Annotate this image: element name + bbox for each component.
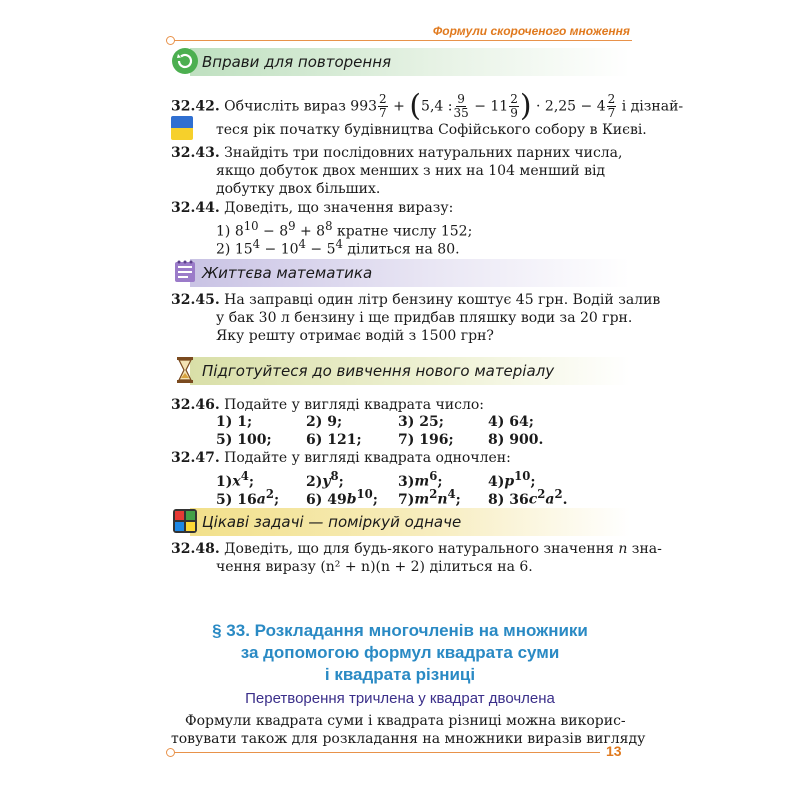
banner-review	[170, 48, 630, 76]
subheading: Перетворення тричлена у квадрат двочлена	[245, 690, 555, 707]
banner-life	[170, 259, 630, 287]
exercise-32-44: 32.44. Доведіть, що значення виразу:	[171, 200, 454, 216]
paragraph-line1: Формули квадрата суми і квадрата різниці можна викорис-	[185, 713, 626, 729]
exercise-32-44-item1: 1) $8^{10} - 8^9 + 8^8$ кратне числу 152;	[216, 219, 473, 240]
exercise-32-46: 32.46. Подайте у вигляді квадрата число:	[171, 397, 485, 413]
exercise-32-46-row1: 1) 1; 2) 9; 3) 25; 4) 64;	[216, 414, 534, 430]
exercise-32-47: 32.47. Подайте у вигляді квадрата одночлен:	[171, 450, 511, 466]
section-title-line3: і квадрата різниці	[324, 665, 476, 684]
banner-review-label: Вправи для повторення	[202, 53, 392, 71]
exercise-32-43-line3: добутку двох більших.	[216, 181, 381, 197]
header-rule	[170, 40, 632, 41]
exercise-32-45: 32.45. На заправці один літр бензину коштує 45 грн. Водій залив	[171, 292, 661, 308]
exercise-32-44-item2: 2) $15^4 - 10^4 - 5^4$ ділиться на 80.	[216, 237, 460, 258]
exercise-32-43: 32.43. Знайдіть три послідовних натуральних парних числа,	[171, 145, 623, 161]
paragraph-line2: товувати також для розкладання на множники виразів вигляду	[171, 731, 646, 747]
banner-fun	[170, 508, 630, 536]
exercise-32-45-line3: Яку решту отримає водій з 1500 грн?	[216, 328, 494, 344]
exercise-32-48-line2: чення виразу (n² + n)(n + 2) ділиться на 6.	[216, 559, 533, 575]
exercise-32-47-row2: 5) $16a^2$; 6) $49b^{10}$; $7)m^2n^4$; 8) $36c^2a^2$.	[216, 487, 568, 508]
banner-prepare-label: Підготуйтеся до вивчення нового матеріалу	[202, 362, 555, 380]
page-number: 13	[606, 743, 622, 759]
footer-rule-dot	[166, 748, 175, 757]
exercise-32-45-line2: у бак 30 л бензину і ще придбав пляшку води за 20 грн.	[216, 310, 633, 326]
exercise-32-42-line2: теся рік початку будівництва Софійського собору в Києві.	[216, 122, 647, 138]
refresh-icon	[170, 46, 200, 76]
banner-life-label: Життєва математика	[202, 264, 373, 282]
ukraine-flag-icon	[171, 116, 193, 140]
section-title-line2: за допомогою формул квадрата суми	[240, 643, 560, 662]
rubiks-cube-icon	[170, 506, 200, 536]
exercise-32-43-line2: якщо добуток двох менших з них на 104 менший від	[216, 163, 606, 179]
section-title-line1: § 33. Розкладання многочленів на множники	[212, 621, 588, 640]
notepad-icon	[170, 257, 200, 287]
footer-rule	[170, 752, 600, 753]
exercise-32-47-row1: $1)x^4$; $2)y^8$; $3)m^6$; $4)p^{10}$;	[216, 469, 536, 490]
running-header: Формули скороченого множення	[432, 24, 630, 38]
banner-prepare	[170, 357, 630, 385]
banner-fun-label: Цікаві задачі — поміркуй одначе	[202, 513, 462, 531]
hourglass-icon	[170, 355, 200, 385]
exercise-32-48: 32.48. Доведіть, що для будь-якого натурального значення n зна-	[171, 541, 662, 557]
exercise-32-46-row2: 5) 100; 6) 121; 7) 196; 8) 900.	[216, 432, 544, 448]
header-rule-dot	[166, 36, 175, 45]
exercise-32-42: 32.42. Обчисліть вираз 993 $\frac{2}{7}$ + (5,4 : $\frac{9}{35}$ − 11 $\frac{2}{9}$ ) · 2,25 − 4 $\frac{2}{7}$ і дізнай-	[171, 88, 684, 124]
